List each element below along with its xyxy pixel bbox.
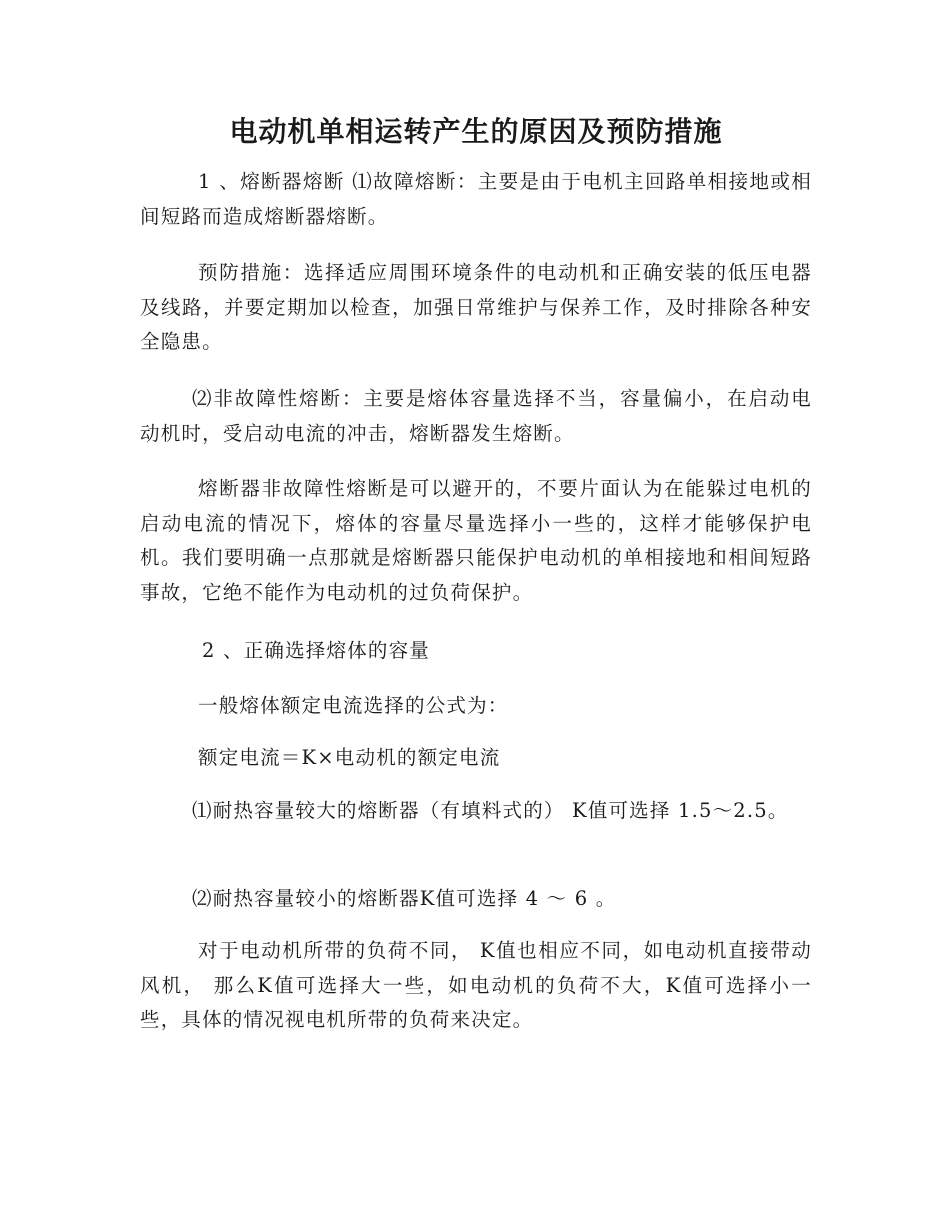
paragraph-k-small: ⑵耐热容量较小的熔断器K值可选择 4 ～ 6 。: [192, 887, 617, 910]
document-title: 电动机单相运转产生的原因及预防措施: [229, 115, 723, 148]
paragraph-fuse-fault: 1 、熔断器熔断 ⑴故障熔断：主要是由于电机主回路单相接地或相间短路而造成熔断器熔断。: [140, 170, 812, 228]
paragraph-prevention: 预防措施：选择适应周围环境条件的电动机和正确安装的低压电器及线路，并要定期加以检查，加强日常维护与保养工作，及时排除各种安全隐患。: [140, 261, 812, 353]
document-page: [140, 0, 812, 1230]
paragraph-load-dependence: 对于电动机所带的负荷不同， K值也相应不同，如电动机直接带动风机， 那么K值可选择大一些，如电动机的负荷不大，K值可选择小一些，具体的情况视电机所带的负荷来决定。: [140, 939, 812, 1031]
section-heading-capacity: 2 、正确选择熔体的容量: [202, 639, 431, 662]
paragraph-formula-intro: 一般熔体额定电流选择的公式为：: [198, 694, 509, 717]
paragraph-formula: 额定电流＝K×电动机的额定电流: [198, 746, 501, 769]
paragraph-non-fault: ⑵非故障性熔断：主要是熔体容量选择不当，容量偏小，在启动电动机时，受启动电流的冲击，熔断器发生熔断。: [140, 387, 812, 445]
paragraph-k-large: ⑴耐热容量较大的熔断器（有填料式的） K值可选择 1.5～2.5。: [192, 799, 789, 822]
paragraph-avoidable: 熔断器非故障性熔断是可以避开的，不要片面认为在能躲过电机的启动电流的情况下，熔体的容量尽量选择小一些的，这样才能够保护电机。我们要明确一点那就是熔断器只能保护电动机的单相接地和相间短路事故，它绝不能作为电动机的过负荷保护。: [140, 477, 812, 604]
